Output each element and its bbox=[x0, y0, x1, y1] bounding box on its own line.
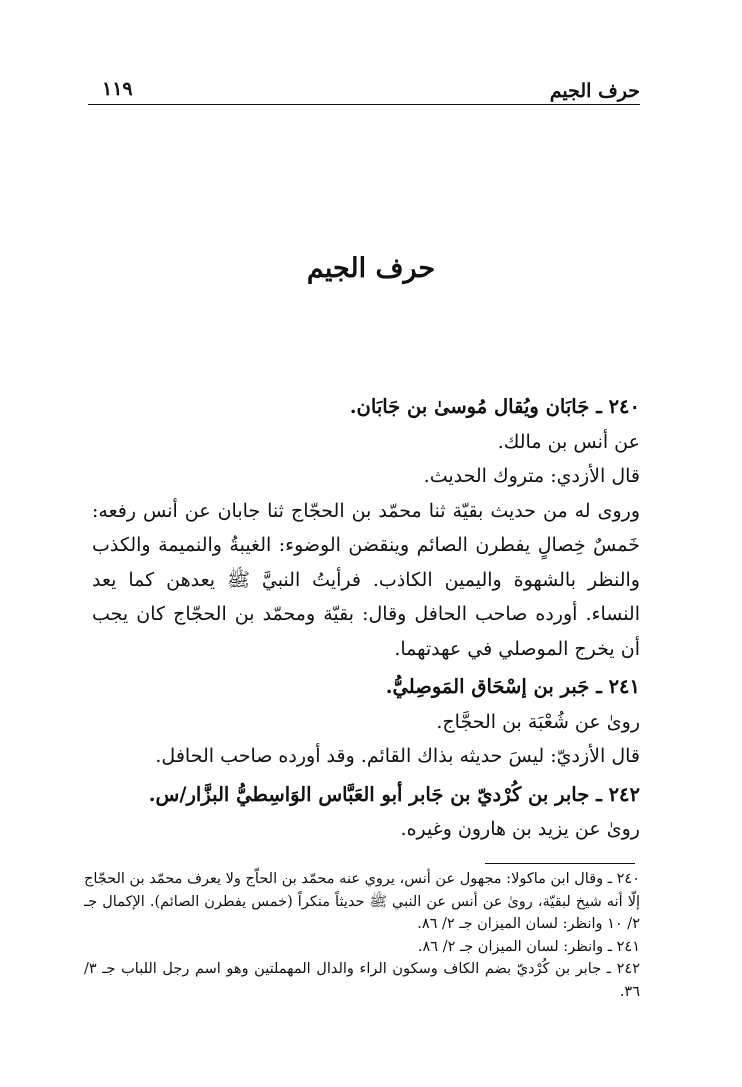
footnote: ٢٤٠ ـ وقال ابن ماكولا: مجهول عن أنس، يروي عنه محمّد بن الحاّج ولا يعرف محمّد بن الحجّاج إلّا أنه شيخ لبقيّة، روىٰ عن أنس عن النبي ﷺ حديثاً منكراً (خمس يفطرن الصائم). الإكمال جـ ٢/ ١٠ وانظر: لسان الميزان جـ ٢/ ٨٦. bbox=[84, 871, 640, 932]
entry-line: روىٰ عن يزيد بن هارون وغيره. bbox=[400, 818, 640, 840]
entry-heading: ٢٤٢ ـ جابر بن كُرْديّ بن جَابر أبو العَبَّاس الوَاسِطيُّ البزَّار/س. bbox=[148, 782, 640, 806]
entry-line: قال الأزدي: متروك الحديث. bbox=[423, 465, 640, 487]
footnote: ٢٤٢ ـ جابر بن كُرْديّ بضم الكاف وسكون الراء والدال المهملتين وهو اسم رجل اللباب جـ ٣/ ٣٦. bbox=[84, 961, 640, 1000]
entry-line: قال الأزديّ: ليسَ حديثه بذاك القائم. وقد أورده صاحب الحافل. bbox=[155, 745, 640, 767]
entry-line: روىٰ عن شُعْبَة بن الحجَّاج. bbox=[436, 710, 640, 733]
footnotes bbox=[84, 868, 640, 1003]
footnote-divider bbox=[485, 863, 635, 864]
entry-heading: ٢٤١ ـ جَبر بن إسْحَاق المَوصِليُّ. bbox=[385, 675, 640, 698]
entry-line: عن أنس بن مالك. bbox=[497, 430, 640, 453]
main-text bbox=[92, 390, 640, 847]
entry-paragraph: وروى له من حديث بقيّة ثنا محمّد بن الحجّاج ثنا جابان عن أنس رفعه: خَمسٌ خِصالٍ يفطرن الصائم وينقضن الوضوء: الغيبةُ والنميمة والكذب والنظر بالشهوة واليمين الكاذب. فرأيتُ النبيَّ ﷺ يعدهن كما يعد النساء. أورده صاحب الحافل وقال: بقيّة ومحمّد بن الحجّاج كان يجب أن يخرج الموصلي في عهدتهما. bbox=[92, 499, 640, 660]
page-number: ١١٩ bbox=[102, 78, 133, 100]
running-title: حرف الجيم bbox=[549, 80, 640, 102]
running-header bbox=[88, 78, 640, 105]
chapter-title: حرف الجيم bbox=[306, 253, 436, 284]
footnote: ٢٤١ ـ وانظر: لسان الميزان جـ ٢/ ٨٦. bbox=[417, 938, 640, 955]
entry-heading: ٢٤٠ ـ جَابَان ويُقال مُوسىٰ بن جَابَان. bbox=[349, 395, 640, 418]
